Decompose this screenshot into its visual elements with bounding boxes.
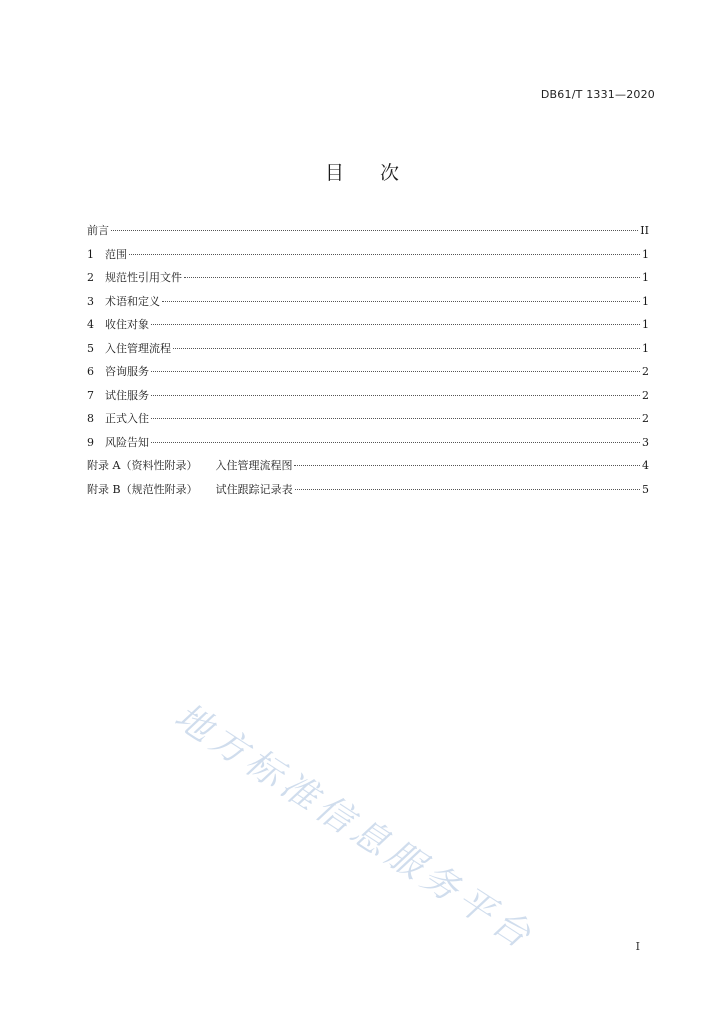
- toc-entry-page: 4: [642, 459, 649, 472]
- toc-entry-label: 收住对象: [105, 318, 149, 331]
- toc-entry-8[interactable]: [87, 407, 649, 431]
- toc-entry-6[interactable]: [87, 360, 649, 384]
- toc-entry-label: 前言: [87, 224, 109, 237]
- toc-entry-page: 5: [642, 482, 649, 496]
- toc-entry-page: 1: [642, 271, 649, 284]
- toc-entry-page: 1: [642, 318, 649, 331]
- toc-leader: [294, 464, 640, 466]
- toc-entry-number: 2: [87, 271, 94, 284]
- toc-entry-3[interactable]: [87, 290, 649, 314]
- toc-leader: [111, 229, 638, 231]
- standard-code: DB61/T 1331—2020: [540, 88, 655, 101]
- toc-entry-page: 2: [642, 365, 649, 378]
- toc-entry-label: 规范性引用文件: [105, 271, 182, 284]
- toc-entry-label: 试住服务: [105, 388, 149, 402]
- toc-entry-page: 1: [642, 294, 649, 308]
- toc-entry-number: 9: [87, 435, 94, 449]
- toc-entry-number: 7: [87, 388, 94, 402]
- toc-entry-1[interactable]: [87, 243, 649, 267]
- toc-title-part2: 次: [380, 162, 400, 184]
- toc-entry-9[interactable]: [87, 431, 649, 455]
- toc-entry-label: 咨询服务: [105, 365, 149, 378]
- toc-entry-4[interactable]: [87, 313, 649, 337]
- toc-entry-number: 3: [87, 294, 94, 308]
- toc-leader: [151, 417, 640, 419]
- toc-entry-foreword[interactable]: [87, 219, 649, 243]
- toc-leader: [151, 394, 640, 396]
- toc-leader: [151, 323, 640, 325]
- toc-appendix-tag: 附录 B（规范性附录）: [87, 482, 198, 496]
- page-number: I: [635, 940, 640, 953]
- toc-entry-label: 入住管理流程: [105, 341, 171, 355]
- toc-entry-appendix-b[interactable]: [87, 478, 649, 502]
- toc-appendix-tag: 附录 A（资料性附录）: [87, 459, 198, 472]
- toc-leader: [151, 370, 640, 372]
- toc-entry-label: 范围: [105, 247, 127, 261]
- toc-entry-page: 2: [642, 412, 649, 425]
- toc-leader: [184, 276, 640, 278]
- toc-entry-page: II: [640, 224, 649, 237]
- toc-entry-label: 正式入住: [105, 412, 149, 425]
- toc-entry-5[interactable]: [87, 337, 649, 361]
- toc-leader: [173, 347, 640, 349]
- toc-entry-number: 5: [87, 341, 94, 355]
- toc-entry-2[interactable]: [87, 266, 649, 290]
- toc-leader: [295, 488, 640, 490]
- toc-entry-number: 4: [87, 318, 94, 331]
- toc-entry-page: 3: [642, 435, 649, 449]
- toc-entry-label: 试住跟踪记录表: [215, 482, 293, 496]
- toc-entry-label: 风险告知: [105, 435, 149, 449]
- toc-entry-number: 1: [87, 247, 94, 261]
- toc-entry-appendix-a[interactable]: [87, 454, 649, 478]
- toc-leader: [129, 253, 640, 255]
- toc-entry-number: 6: [87, 365, 94, 378]
- toc-leader: [162, 300, 640, 302]
- toc-entry-page: 1: [642, 247, 649, 261]
- toc-entry-label: 术语和定义: [105, 294, 160, 308]
- toc-title: [0, 158, 724, 185]
- toc-title-part1: 目: [324, 162, 344, 184]
- toc-entry-7[interactable]: [87, 384, 649, 408]
- toc-entry-page: 1: [642, 341, 649, 355]
- toc-entry-page: 2: [642, 388, 649, 402]
- toc-entry-number: 8: [87, 412, 94, 425]
- toc-entry-label: 入住管理流程图: [215, 459, 293, 472]
- table-of-contents: [87, 219, 649, 501]
- toc-leader: [151, 441, 640, 443]
- watermark: 地方标准信息服务平台: [167, 695, 542, 959]
